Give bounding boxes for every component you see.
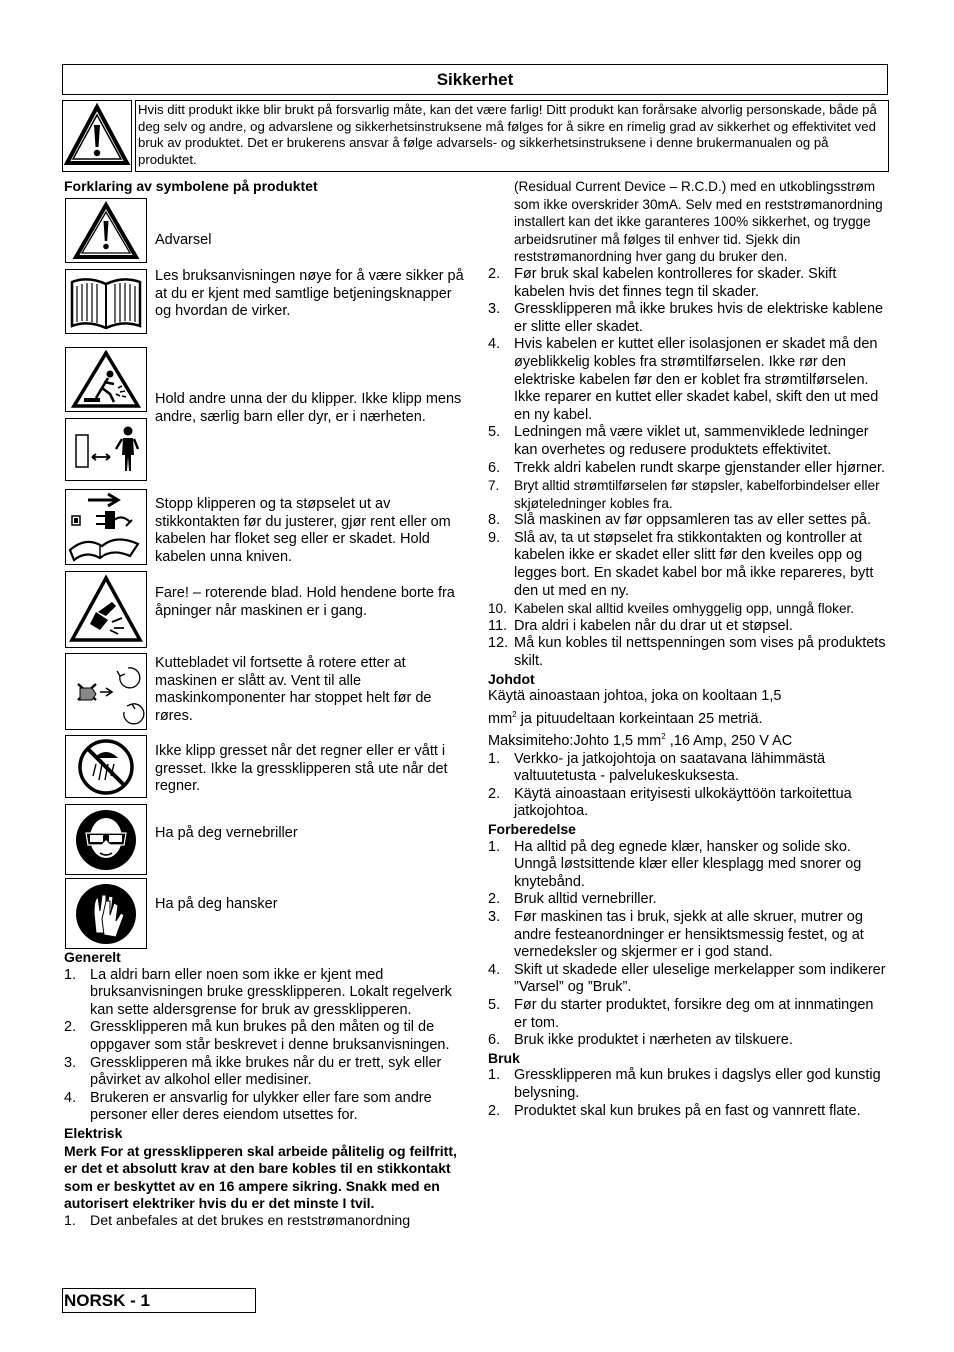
list-item: 2. Käytä ainoastaan erityisesti ulkokäyttöön tarkoitettua jatkojohtoa. (488, 785, 852, 820)
cord-line-1: Käytä ainoastaan johtoa, joka on kooltaan 1,5 (488, 688, 782, 705)
list-item: 5. Ledningen må være viklet ut, sammenviklede ledninger kan overhetes og redusere produktets effektivitet. (488, 424, 869, 458)
general-section (64, 949, 466, 1231)
list-item: 6. Bruk ikke produktet i nærheten av tilskuere. (488, 1032, 793, 1049)
symbol-text-gloves: Ha på deg hansker (155, 896, 278, 912)
symbols-heading: Forklaring av symbolene på produktet (64, 178, 318, 194)
symbol-text-blade-continues: Kuttebladet vil fortsette å rotere etter at maskinen er slått av. Vent til alle maskinkomponenter har stoppet helt før de røres. (155, 655, 432, 724)
safety-goggles-icon (65, 804, 147, 875)
unplug-before-adjusting-icon (65, 489, 147, 565)
open-book-icon (65, 269, 147, 334)
electrical-item-1-continued: (Residual Current Device – R.C.D.) med en utkoblingsstrøm som ikke overskrider 30mA. Selv med en reststrømanordning installert kan det ikke garanteres 100% sikkerhet, og trygge arbeidsrutiner må følges til enhver tid. Sjekk din reststrømanordning hver gang du bruker den. (514, 179, 883, 265)
preparation-list (488, 839, 888, 1050)
list-item: 1. Ha alltid på deg egnede klær, hansker og solide sko. Unngå løstsittende klær eller klesplagg med snorer og knytebånd. (488, 838, 862, 890)
use-list (488, 1067, 888, 1120)
symbol-text-rain: Ikke klipp gresset når det regner eller er vått i gresset. Ikke la gressklipperen stå ute når det regner. (155, 743, 448, 795)
electrical-note: Merk For at gressklipperen skal arbeide pålitelig og feilfritt, er det et absolutt krav at den bare kobles til en stikkontakt som er beskyttet av en 16 ampere sikring. Snakk med en autorisert elektriker hvis du er det minste I tvil. (64, 1142, 457, 1212)
page-title: Sikkerhet (62, 64, 888, 95)
cord-list (488, 751, 888, 821)
list-item: 2. Produktet skal kun brukes på en fast og vannrett flate. (488, 1102, 861, 1119)
list-item: 4. Brukeren er ansvarlig for ulykker eller fare som andre personer eller deres eiendom utsettes for. (64, 1089, 432, 1124)
cord-line-2: $mm^2$ ja pituudeltaan korkeintaan 25 metriä. (488, 709, 763, 727)
list-item: 8. Slå maskinen av før oppsamleren tas av eller settes på. (488, 512, 872, 529)
symbol-text-goggles: Ha på deg vernebriller (155, 825, 298, 841)
electrical-heading: Elektrisk (64, 1124, 123, 1141)
list-item: 3. Før maskinen tas i bruk, sjekk at alle skruer, mutrer og andre festeanordninger er hensiktsmessig festet, og at vernedeksler og skjermer er i god stand. (488, 909, 864, 961)
list-item: 11. Dra aldri i kabelen når du drar ut et støpsel. (488, 617, 793, 634)
list-item: 5. Før du starter produktet, forsikre deg om at innmatingen er tom. (488, 996, 874, 1031)
list-item: 1. Gressklipperen må kun brukes i dagslys eller god kunstig belysning. (488, 1067, 881, 1101)
list-item: 4. Hvis kabelen er kuttet eller isolasjonen er skadet må den øyeblikkelig kobles fra strømtilførselen. Ikke rør den elektriske kabelen før den er koblet fra strømtilførselen. Ikke reparer en kuttet eller skadet kabel, skift den ut med en ny kabel. (488, 336, 879, 423)
intro-warning-icon (62, 100, 132, 172)
list-item: 1. Verkko- ja jatkojohtoja on saatavana lähimmästä valtuutetusta - palvelukeskuksesta. (488, 750, 826, 785)
list-item: 9. Slå av, ta ut støpselet fra stikkontakten og kontroller at kabelen ikke er skadet eller slitt før den kveiles opp og legges bort. En skadet kabel bor må ikke repareres, bytt den ut med en ny. (488, 529, 874, 599)
no-rain-icon (65, 735, 147, 798)
warning-triangle-icon (65, 198, 147, 263)
use-heading: Bruk (488, 1049, 520, 1066)
electrical-item-1-start: 1. Det anbefales at det brukes en reststrømanordning (64, 1212, 411, 1229)
safe-distance-person-icon (65, 418, 147, 481)
list-item: 3. Gressklipperen må ikke brukes når du er trett, syk eller påvirket av alkohol eller medisiner. (64, 1054, 442, 1089)
list-item: 2. Før bruk skal kabelen kontrolleres for skader. Skift kabelen hvis det finnes tegn til skader. (488, 265, 837, 300)
list-item: 7. Bryt alltid strømtilførselen før støpsler, kabelforbindelser eller skjøteledninger kobles fra. (488, 478, 880, 511)
symbol-text-manual: Les bruksanvisningen nøye for å være sikker på at du er kjent med samtlige betjeningsknapper og hvordan de virker. (155, 268, 464, 320)
gloves-icon (65, 878, 147, 949)
list-item: 3. Gressklipperen må ikke brukes hvis de elektriske kablene er slitte eller skadet. (488, 301, 884, 335)
general-heading: Generelt (64, 949, 121, 965)
keep-bystanders-away-icon (65, 347, 147, 412)
list-item: 1. La aldri barn eller noen som ikke er kjent med bruksanvisningen bruke gressklipperen. Lokalt regelverk kan sette aldersgrense for bruk av gressklipperen. (64, 966, 452, 1018)
symbol-text-unplug: Stopp klipperen og ta støpselet ut av stikkontakten før du justerer, gjør rent eller om kabelen har floket seg eller er skadet. Hold kabelen unna kniven. (155, 496, 451, 565)
list-item: 2. Bruk alltid vernebriller. (488, 891, 657, 908)
symbol-text-warning: Advarsel (155, 232, 212, 248)
electrical-list (488, 178, 888, 671)
preparation-heading: Forberedelse (488, 821, 576, 838)
list-item: 2. Gressklipperen må kun brukes på den måten og til de oppgaver som står beskrevet i denne bruksanvisningen. (64, 1019, 450, 1053)
list-item: 12. Må kun kobles til nettspenningen som vises på produktets skilt. (488, 635, 886, 670)
list-item: 10. Kabelen skal alltid kveiles omhyggelig opp, unngå floker. (488, 601, 855, 617)
right-column (488, 178, 888, 1120)
list-item: 4. Skift ut skadede eller uleselige merkelapper som indikerer ”Varsel” og ”Bruk”. (488, 961, 886, 996)
symbol-text-bystanders: Hold andre unna der du klipper. Ikke klipp mens andre, særlig barn eller dyr, er i nærheten. (155, 391, 462, 425)
cord-heading: Johdot (488, 670, 535, 687)
list-item: 6. Trekk aldri kabelen rundt skarpe gjenstander eller hjørner. (488, 459, 886, 476)
general-list (64, 967, 466, 1125)
symbol-text-blade: Fare! – roterende blad. Hold hendene borte fra åpninger når maskinen er i gang. (155, 585, 455, 619)
cord-line-3: Maksimiteho:Johto 1,5 $mm^2$ ,16 Amp, 250 V AC (488, 732, 793, 750)
page-footer: NORSK - 1 (62, 1288, 256, 1313)
rotating-blade-hand-icon (65, 571, 147, 648)
blade-continues-rotating-icon (65, 653, 147, 730)
intro-warning-text: Hvis ditt produkt ikke blir brukt på forsvarlig måte, kan det være farlig! Ditt produkt kan forårsake alvorlig personskade, både på deg selv og andre, og advarslene og sikkerhetsinstruksene må følges for å sikre en rimelig grad av sikkerhet og effektivitet ved bruk av produktet. Det er brukerens ansvar å følge advarsels- og sikkerhetsinstruksene i denne brukermanualen og på produktet. (135, 100, 889, 172)
